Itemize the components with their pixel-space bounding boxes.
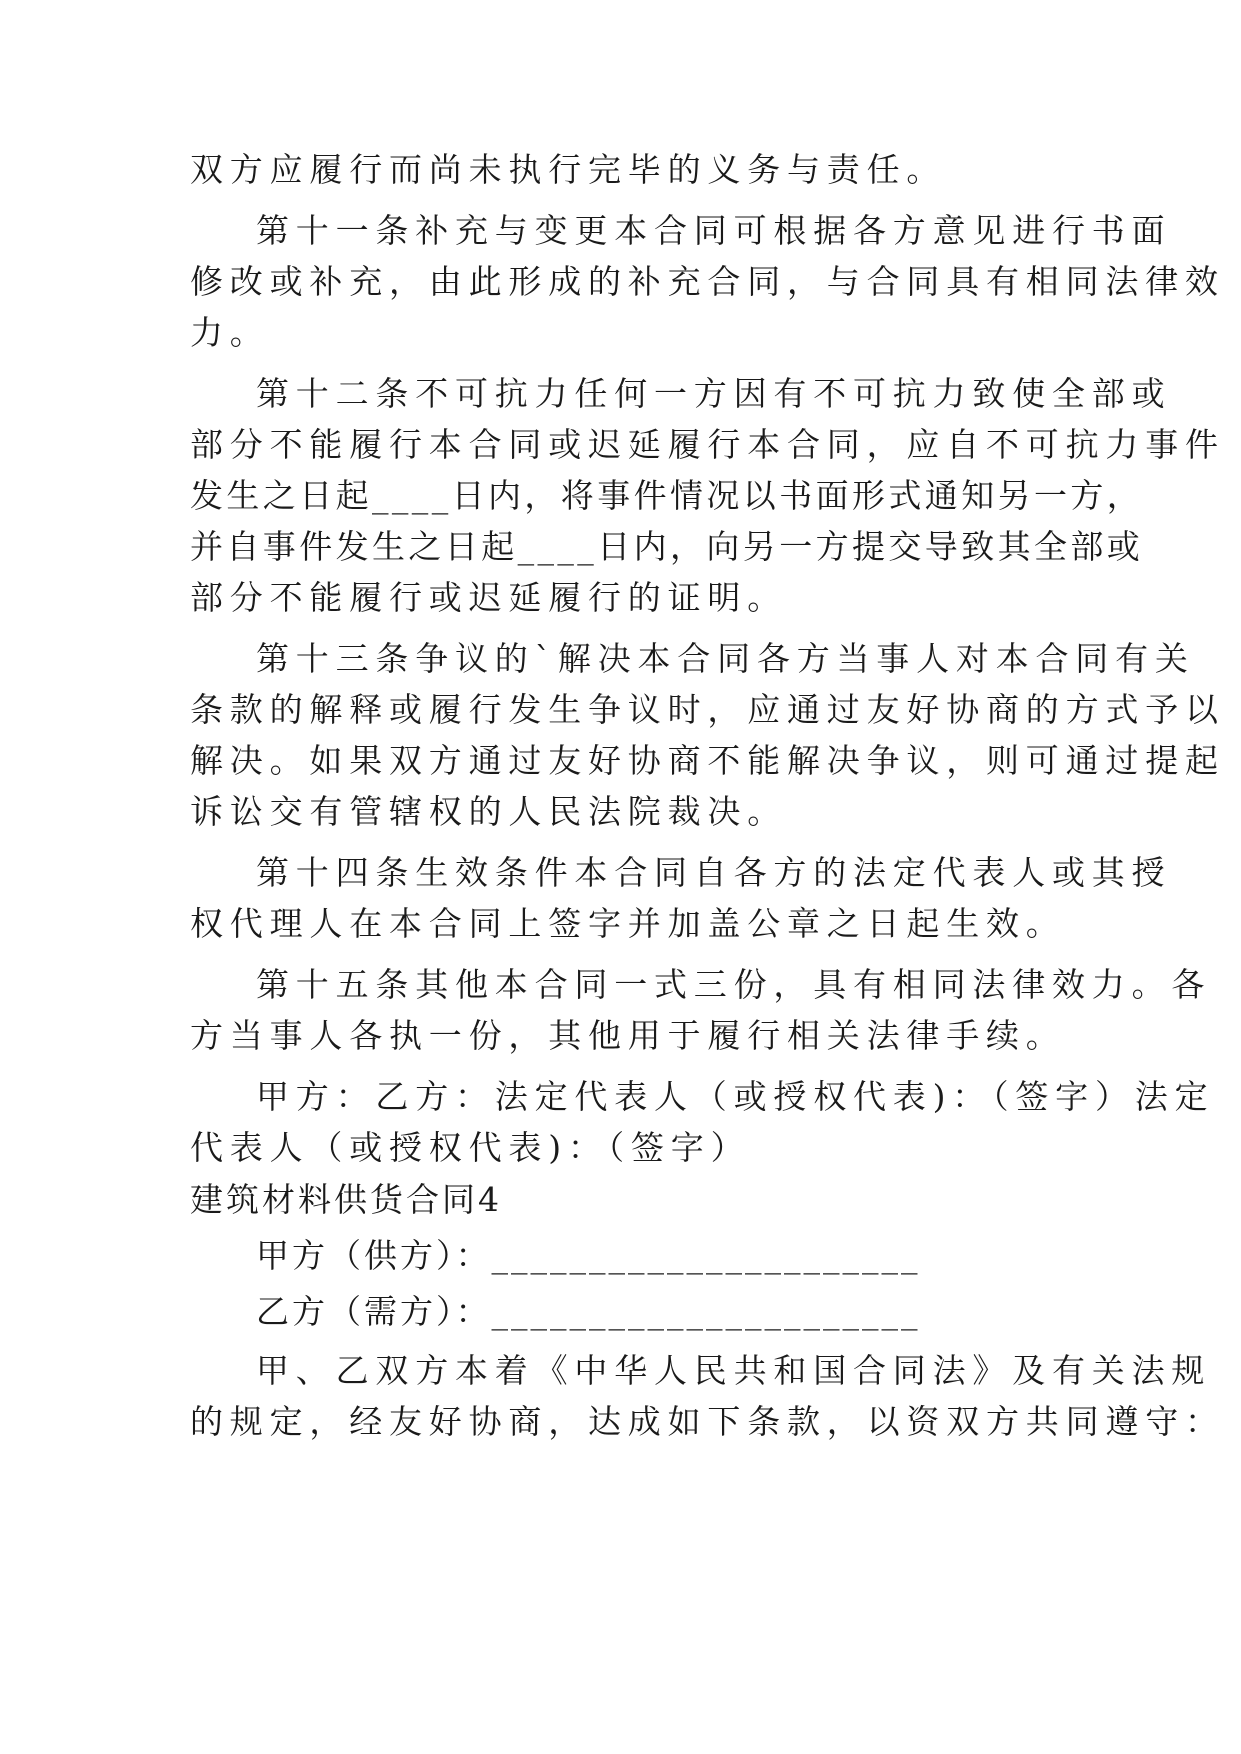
- signature-line: 甲方：乙方：法定代表人（或授权代表)：（签字）法定: [256, 1077, 1215, 1116]
- preamble-line: 的规定，经友好协商，达成如下条款，以资双方共同遵守：: [190, 1402, 1225, 1441]
- preamble-line: 甲、乙双方本着《中华人民共和国合同法》及有关法规: [256, 1351, 1212, 1390]
- signature-line: 代表人（或授权代表)：（签字）: [190, 1128, 751, 1167]
- text-line: 部分不能履行或迟延履行的证明。: [190, 578, 787, 617]
- text-line: 修改或补充，由此形成的补充合同，与合同具有相同法律效: [190, 262, 1225, 301]
- contract-title: 建筑材料供货合同4: [190, 1180, 502, 1219]
- clause-15-heading-line: 第十五条其他本合同一式三份，具有相同法律效力。各: [256, 965, 1212, 1004]
- text-line: 方当事人各执一份，其他用于履行相关法律手续。: [190, 1016, 1066, 1055]
- clause-12-heading-line: 第十二条不可抗力任何一方因有不可抗力致使全部或: [256, 374, 1172, 413]
- text-line: 部分不能履行本合同或迟延履行本合同，应自不可抗力事件: [190, 425, 1225, 464]
- text-line: 发生之日起____日内，将事件情况以书面形式通知另一方，: [190, 476, 1144, 515]
- text-line: 双方应履行而尚未执行完毕的义务与责任。: [190, 150, 947, 189]
- clause-11-heading-line: 第十一条补充与变更本合同可根据各方意见进行书面: [256, 211, 1172, 250]
- text-line: 条款的解释或履行发生争议时，应通过友好协商的方式予以: [190, 690, 1225, 729]
- clause-13-heading-line: 第十三条争议的`解决本合同各方当事人对本合同有关: [256, 639, 1195, 678]
- text-line: 力。: [190, 313, 270, 352]
- text-line: 权代理人在本合同上签字并加盖公章之日起生效。: [190, 904, 1066, 943]
- text-line: 并自事件发生之日起____日内，向另一方提交导致其全部或: [190, 527, 1144, 566]
- clause-14-heading-line: 第十四条生效条件本合同自各方的法定代表人或其授: [256, 853, 1172, 892]
- party-a-field: 甲方（供方）：______________________: [256, 1236, 921, 1275]
- text-line: 诉讼交有管辖权的人民法院裁决。: [190, 792, 787, 831]
- party-b-field: 乙方（需方）：______________________: [256, 1292, 921, 1331]
- text-line: 解决。如果双方通过友好协商不能解决争议，则可通过提起: [190, 741, 1225, 780]
